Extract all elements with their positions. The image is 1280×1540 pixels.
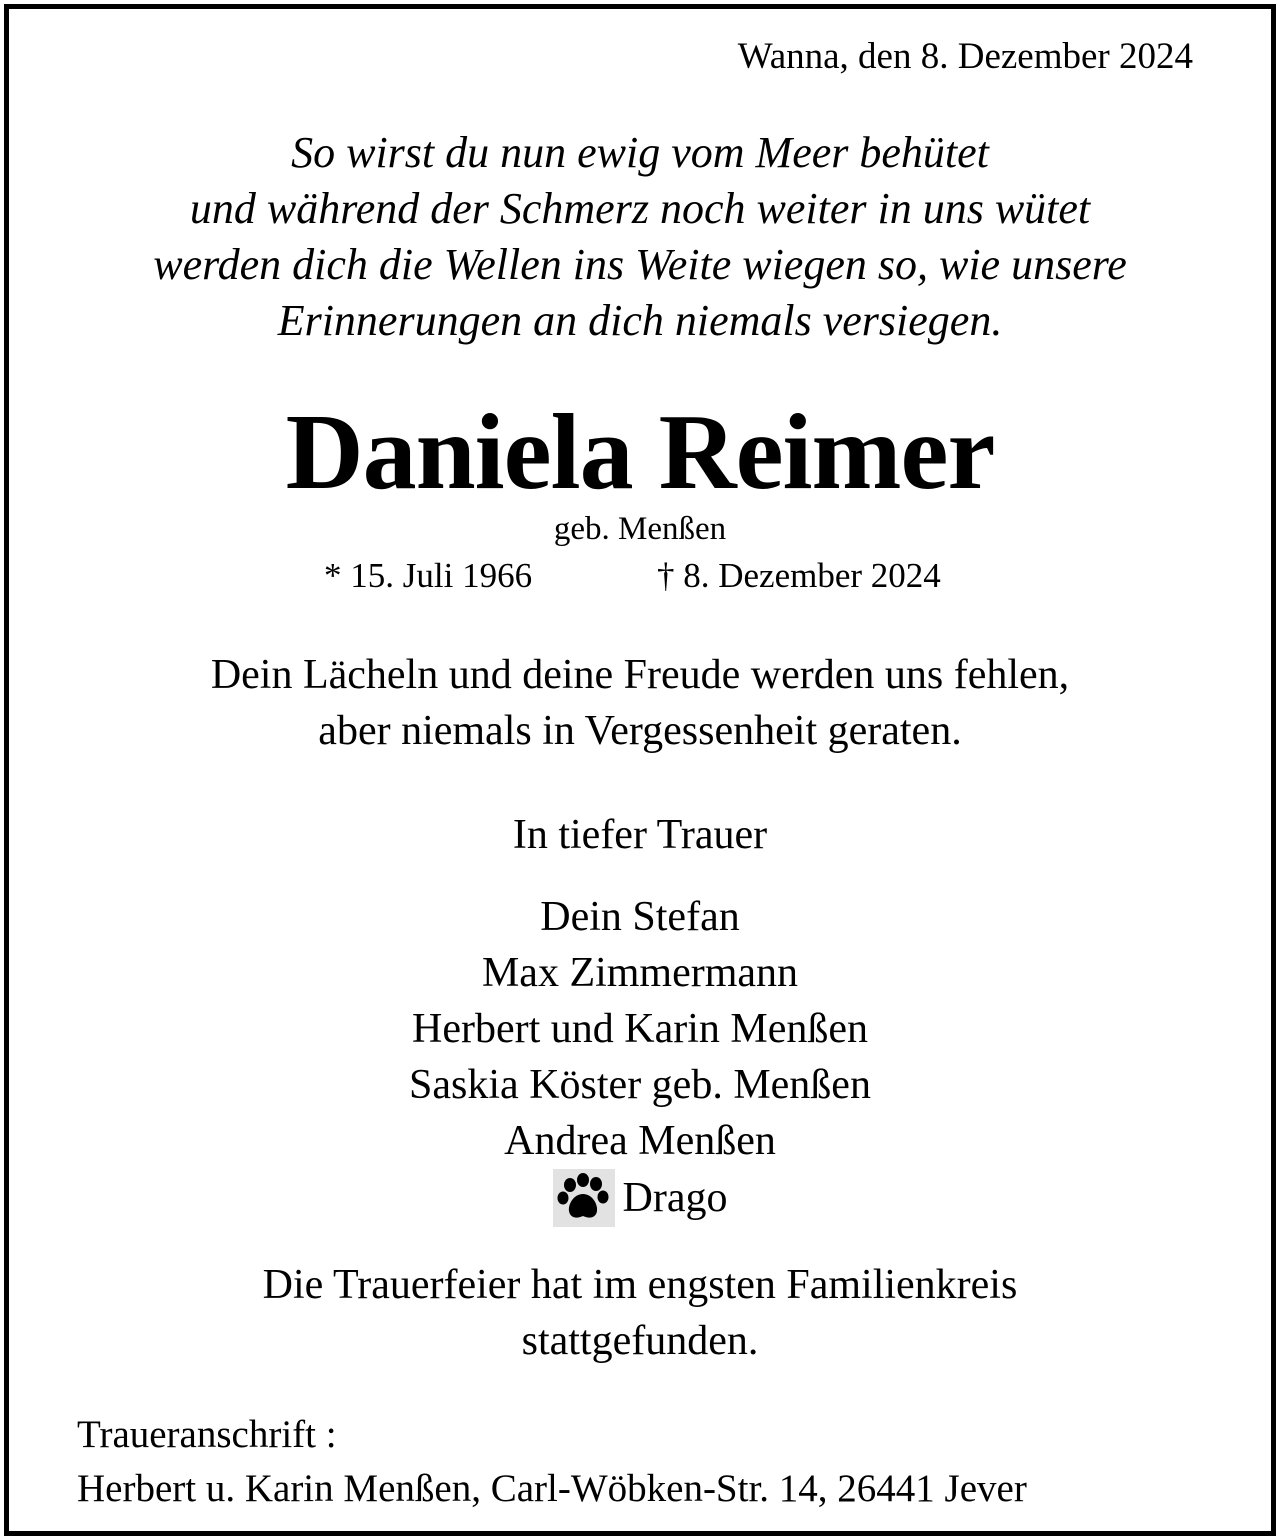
place-date: Wanna, den 8. Dezember 2024	[737, 36, 1193, 77]
paw-icon	[553, 1169, 615, 1227]
mourner: Andrea Menßen	[504, 1118, 776, 1164]
poem	[9, 125, 1271, 349]
farewell-quote	[9, 647, 1271, 759]
mourner: Max Zimmermann	[481, 950, 799, 996]
mourner: Dein Stefan	[540, 894, 740, 940]
funeral-line: stattgefunden.	[521, 1318, 759, 1364]
poem-line: Erinnerungen an dich niemals versiegen.	[277, 296, 1003, 345]
mourner: Herbert und Karin Menßen	[411, 1006, 868, 1052]
birth-date: * 15. Juli 1966	[324, 556, 533, 595]
address-label: Traueranschrift :	[77, 1413, 337, 1456]
mourning-line: In tiefer Trauer	[512, 812, 768, 858]
mourners-list	[9, 889, 1271, 1242]
funeral-note	[9, 1257, 1271, 1369]
quote-line: Dein Lächeln und deine Freude werden uns fehlen,	[210, 652, 1070, 698]
mourning-address: Herbert u. Karin Menßen, Carl-Wöbken-Str. 14, 26441 Jever	[77, 1467, 1027, 1510]
poem-line: und während der Schmerz noch weiter in uns wütet	[189, 184, 1091, 233]
deceased-name: Daniela Reimer	[285, 393, 995, 512]
obituary-frame	[4, 4, 1276, 1536]
pet-name: Drago	[622, 1175, 728, 1221]
quote-line: aber niemals in Vergessenheit geraten.	[318, 708, 962, 754]
death-date: † 8. Dezember 2024	[657, 556, 941, 595]
poem-line: werden dich die Wellen ins Weite wiegen so, wie unsere	[153, 240, 1127, 289]
poem-line: So wirst du nun ewig vom Meer behütet	[291, 128, 989, 177]
pet-mourner	[9, 1169, 1271, 1242]
maiden-name: geb. Menßen	[553, 511, 727, 547]
mourner: Saskia Köster geb. Menßen	[409, 1062, 871, 1108]
funeral-line: Die Trauerfeier hat im engsten Familienkreis	[262, 1262, 1018, 1308]
